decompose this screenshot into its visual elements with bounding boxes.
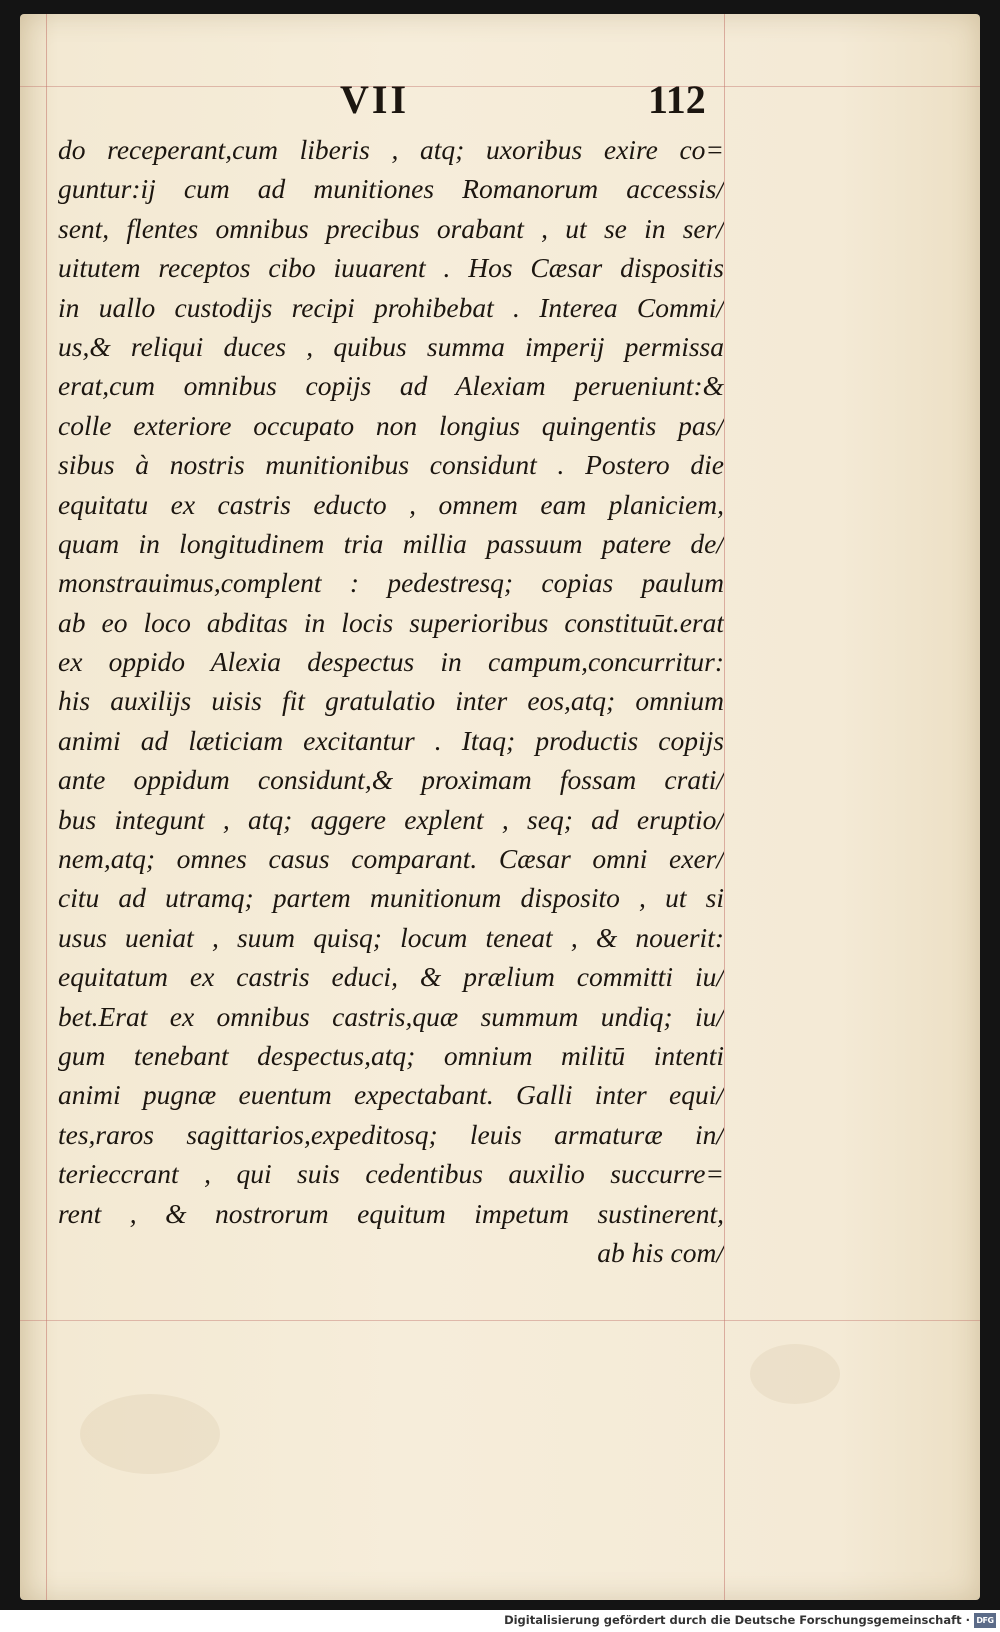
text-line: bet.Erat ex omnibus castris,quæ summum undiq; iu/	[58, 1000, 724, 1032]
text-line: ante oppidum considunt,& proximam fossam crati/	[58, 764, 724, 796]
paper-stain	[750, 1344, 840, 1404]
text-line: rent , & nostrorum equitum impetum sustinerent,	[58, 1197, 724, 1229]
text-line: equitatu ex castris educto , omnem eam planiciem,	[58, 488, 724, 520]
text-line: do receperant,cum liberis , atq; uxoribus exire co=	[58, 134, 724, 165]
text-line: animi ad læticiam excitantur . Itaq; productis copijs	[58, 724, 724, 756]
book-page	[20, 14, 980, 1600]
funding-credit: Digitalisierung gefördert durch die Deutsche Forschungsgemeinschaft ·	[504, 1613, 970, 1627]
dfg-logo: DFG	[974, 1613, 996, 1628]
text-line: gum tenebant despectus,atq; omnium militū intenti	[58, 1039, 724, 1071]
margin-rule-bottom	[20, 1320, 980, 1321]
text-line: terieccrant , qui suis cedentibus auxilio succurre=	[58, 1158, 724, 1190]
text-line: ex oppido Alexia despectus in campum,concurritur:	[58, 646, 724, 678]
text-line: ab eo loco abditas in locis superioribus constituūt.erat	[58, 606, 724, 638]
page-header	[20, 76, 980, 126]
text-line: bus integunt , atq; aggere explent , seq; ad eruptio/	[58, 803, 724, 835]
text-line: nem,atq; omnes casus comparant. Cæsar omni exer/	[58, 843, 724, 875]
running-head: VII	[340, 77, 410, 122]
catchword: ab his com/	[597, 1236, 724, 1268]
text-line: citu ad utramq; partem munitionum disposito , ut si	[58, 882, 724, 914]
text-line: guntur:ij cum ad munitiones Romanorum accessis/	[58, 173, 724, 205]
folio-number: 112	[648, 77, 706, 122]
text-line: in uallo custodijs recipi prohibebat . Interea Commi/	[58, 291, 724, 323]
text-line: tes,raros sagittarios,expeditosq; leuis armaturæ in/	[58, 1118, 724, 1150]
text-line: sibus à nostris munitionibus considunt . Postero die	[58, 449, 724, 481]
paper-stain	[80, 1394, 220, 1474]
text-line: his auxilijs uisis fit gratulatio inter eos,atq; omnium	[58, 685, 724, 717]
text-line: monstrauimus,complent : pedestresq; copias paulum	[58, 567, 724, 599]
text-line: usus ueniat , suum quisq; locum teneat , & nouerit:	[58, 921, 724, 953]
margin-rule-right	[724, 14, 725, 1600]
text-line: quam in longitudinem tria millia passuum patere de/	[58, 527, 724, 559]
text-line: erat,cum omnibus copijs ad Alexiam perueniunt:&	[58, 370, 724, 402]
text-line: colle exteriore occupato non longius quingentis pas/	[58, 409, 724, 441]
text-block	[58, 130, 724, 1272]
text-line: sent, flentes omnibus precibus orabant , ut se in ser/	[58, 212, 724, 244]
text-line: animi pugnæ euentum expectabant. Galli inter equi/	[58, 1079, 724, 1111]
footer-strip	[0, 1610, 1000, 1632]
text-line: equitatum ex castris educi, & prælium committi iu/	[58, 961, 724, 993]
text-line: uitutem receptos cibo iuuarent . Hos Cæsar dispositis	[58, 252, 724, 284]
margin-rule-left	[46, 14, 47, 1600]
text-line: us,& reliqui duces , quibus summa imperij permissa	[58, 330, 724, 362]
